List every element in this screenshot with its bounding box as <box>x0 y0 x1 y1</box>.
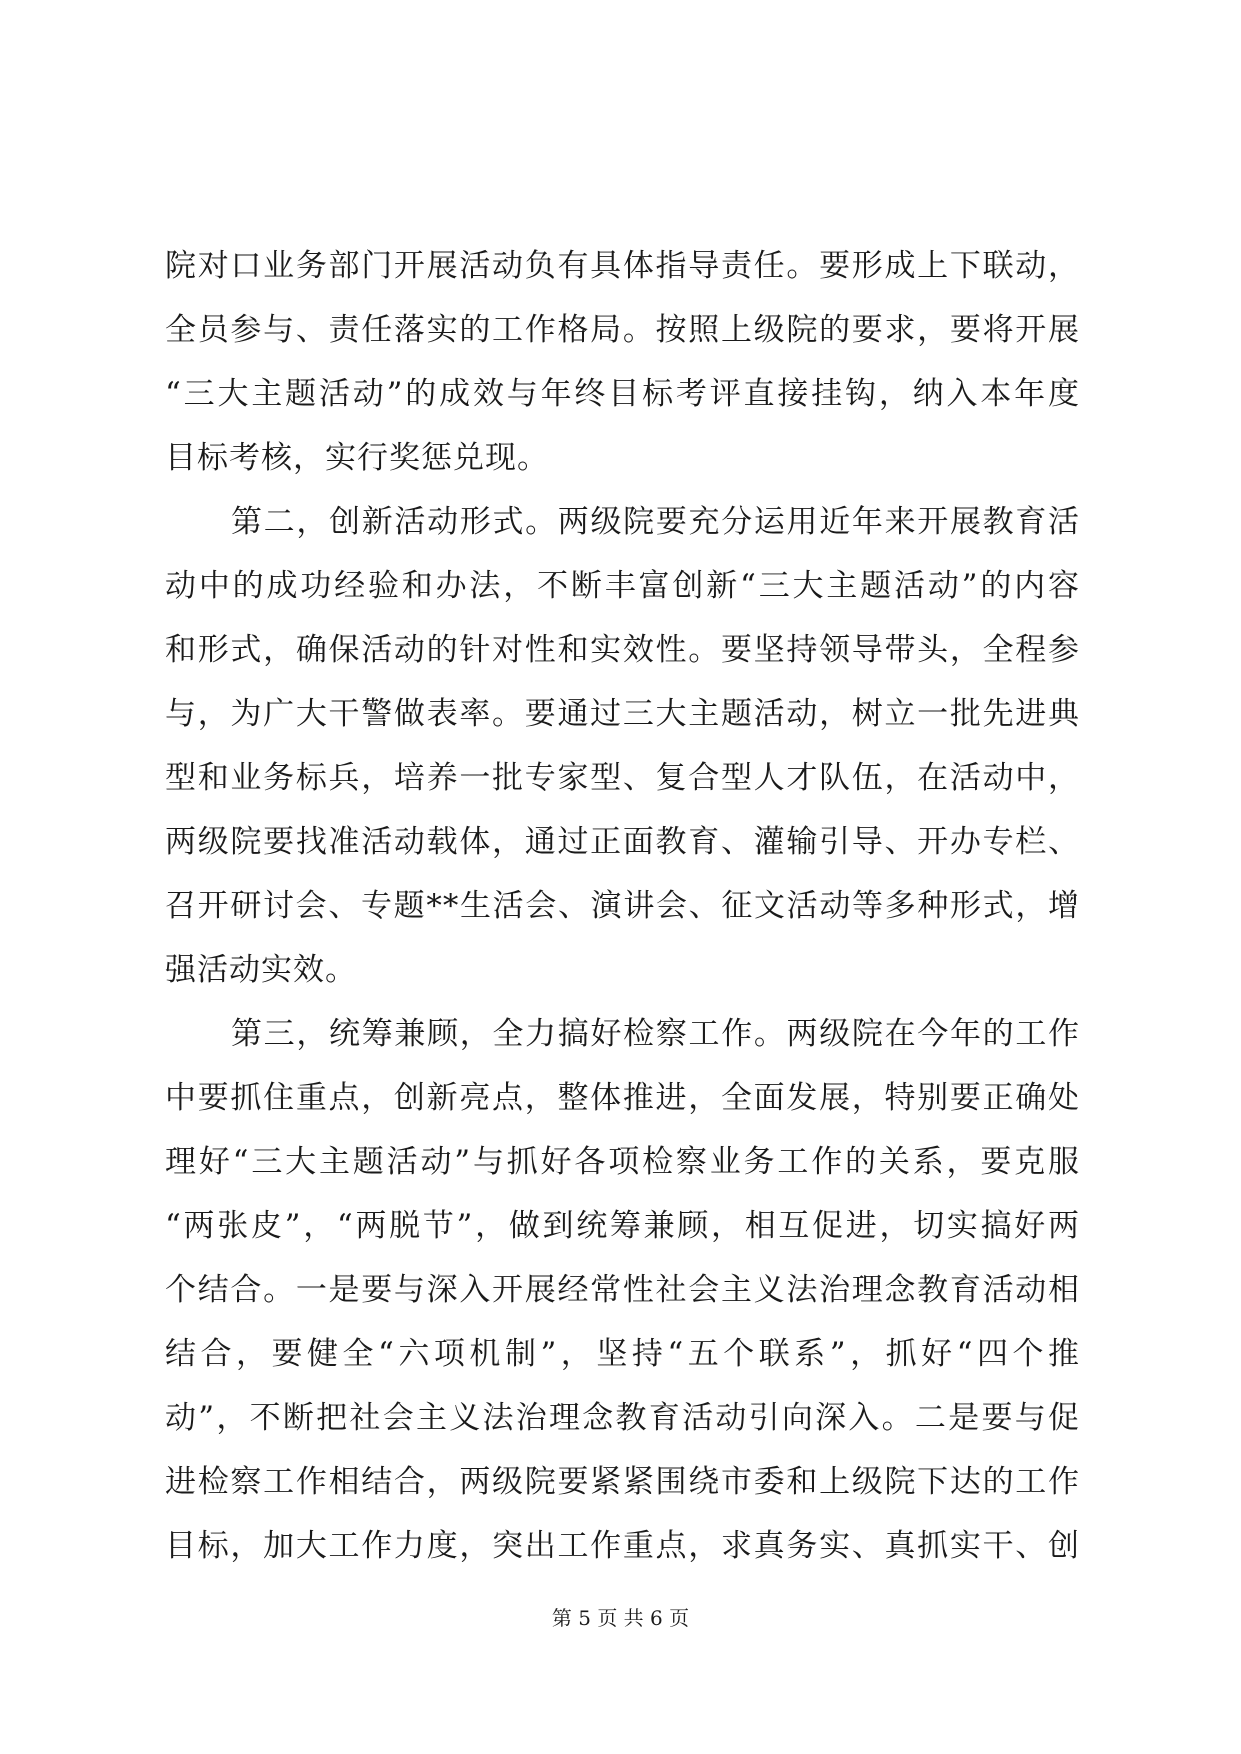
text-line: 召开研讨会、专题**生活会、演讲会、征文活动等多种形式，增 <box>165 888 1080 924</box>
text-line: “两张皮”，“两脱节”，做到统筹兼顾，相互促进，切实搞好两 <box>165 1208 1080 1244</box>
text-line: 与，为广大干警做表率。要通过三大主题活动，树立一批先进典 <box>165 696 1080 732</box>
text-line: 理好“三大主题活动”与抓好各项检察业务工作的关系，要克服 <box>165 1144 1080 1180</box>
text-line: 和形式，确保活动的针对性和实效性。要坚持领导带头，全程参 <box>165 632 1080 668</box>
text-line: 两级院要找准活动载体，通过正面教育、灌输引导、开办专栏、 <box>165 824 1080 860</box>
paragraph-start-line: 第三，统筹兼顾，全力搞好检察工作。两级院在今年的工作 <box>231 1016 1080 1052</box>
text-line: 院对口业务部门开展活动负有具体指导责任。要形成上下联动， <box>165 248 1080 284</box>
text-line: 目标考核，实行奖惩兑现。 <box>165 440 549 476</box>
text-line: 结合，要健全“六项机制”，坚持“五个联系”，抓好“四个推 <box>165 1336 1080 1372</box>
text-line: “三大主题活动”的成效与年终目标考评直接挂钩，纳入本年度 <box>165 376 1080 412</box>
page-number: 第 5 页 共 6 页 <box>551 1606 690 1630</box>
text-line: 进检察工作相结合，两级院要紧紧围绕市委和上级院下达的工作 <box>165 1464 1080 1500</box>
text-line: 中要抓住重点，创新亮点，整体推进，全面发展，特别要正确处 <box>165 1080 1080 1116</box>
text-line: 动中的成功经验和办法，不断丰富创新“三大主题活动”的内容 <box>165 568 1080 604</box>
text-line: 目标，加大工作力度，突出工作重点，求真务实、真抓实干、创 <box>165 1528 1080 1564</box>
text-line: 强活动实效。 <box>165 952 357 988</box>
text-line: 个结合。一是要与深入开展经常性社会主义法治理念教育活动相 <box>165 1272 1080 1308</box>
paragraph-start-line: 第二，创新活动形式。两级院要充分运用近年来开展教育活 <box>231 504 1080 540</box>
text-line: 型和业务标兵，培养一批专家型、复合型人才队伍，在活动中， <box>165 760 1080 796</box>
page-footer <box>0 1602 1241 1631</box>
text-line: 全员参与、责任落实的工作格局。按照上级院的要求，要将开展 <box>165 312 1080 348</box>
text-line: 动”，不断把社会主义法治理念教育活动引向深入。二是要与促 <box>165 1400 1080 1436</box>
body-text <box>165 234 1080 1578</box>
